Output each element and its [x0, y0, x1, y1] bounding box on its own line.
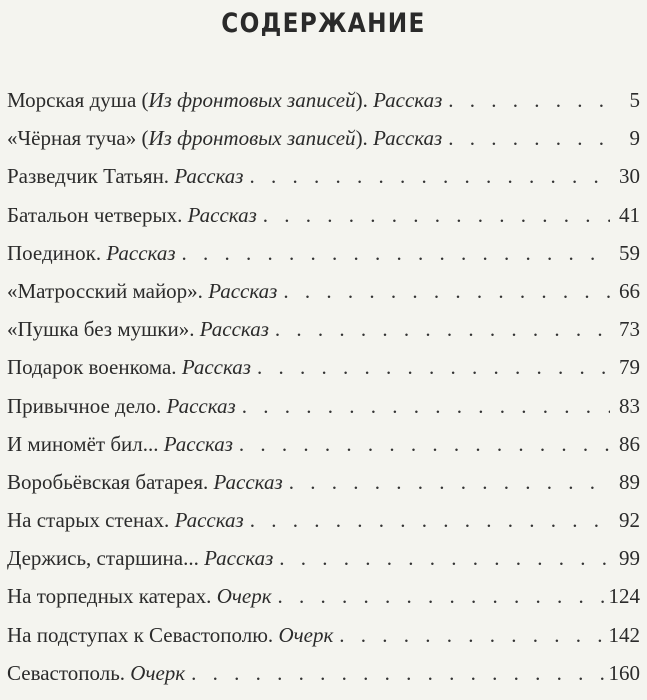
entry-title-text: Морская душа	[7, 88, 137, 112]
dot-leader	[283, 279, 610, 304]
dot-leader	[191, 661, 606, 686]
toc-entry-title	[7, 394, 236, 419]
page-number: 124	[608, 584, 640, 609]
entry-note: Из фронтовых записей	[148, 88, 356, 112]
dot-leader	[239, 432, 610, 457]
entry-title-text: На торпедных катерах.	[7, 584, 212, 609]
toc-entry	[7, 470, 640, 508]
toc-entry	[7, 394, 640, 432]
entry-title-text: Севастополь.	[7, 660, 126, 685]
entry-title-text: И миномёт бил...	[7, 431, 159, 456]
dot-leader	[289, 470, 610, 495]
toc-entry	[7, 546, 640, 584]
page-number: 66	[619, 278, 640, 303]
page-number: 5	[629, 88, 640, 112]
entry-title-text: «Матросский майор».	[7, 278, 203, 303]
entry-title-text: Привычное дело.	[7, 393, 162, 418]
page-number: 73	[619, 317, 640, 342]
entry-title-text: Воробьёвская батарея.	[7, 469, 209, 494]
toc-entry	[7, 203, 640, 241]
page-title: СОДЕРЖАНИЕ	[221, 8, 426, 39]
entry-genre: Рассказ	[163, 431, 233, 456]
page-number: 142	[608, 622, 640, 647]
entry-title-text: Подарок военкома.	[7, 355, 177, 380]
page-number: 160	[608, 660, 640, 685]
dot-leader	[257, 355, 610, 380]
dot-leader	[250, 508, 610, 533]
entry-title-text: На подступах к Севастополю.	[7, 622, 274, 647]
dot-leader	[275, 317, 610, 342]
page-number: 79	[619, 355, 640, 380]
page-number: 89	[619, 469, 640, 494]
toc-entry-title	[7, 623, 333, 648]
table-of-contents	[7, 88, 640, 699]
entry-genre: Рассказ	[187, 202, 257, 227]
entry-genre: Рассказ	[174, 164, 244, 189]
page-number: 59	[619, 240, 640, 265]
entry-title-text: На старых стенах.	[7, 508, 170, 533]
entry-title-text: Разведчик Татьян.	[7, 164, 170, 189]
toc-entry	[7, 508, 640, 546]
entry-genre: Рассказ	[106, 240, 176, 265]
page-number: 9	[629, 126, 640, 151]
toc-entry-title: «Чёрная туча» (Из фронтовых записей). Рассказ	[7, 126, 443, 151]
toc-entry	[7, 661, 640, 699]
toc-entry	[7, 164, 640, 202]
dot-leader	[278, 584, 607, 609]
entry-genre: Рассказ	[373, 88, 443, 112]
entry-genre: Очерк	[130, 660, 186, 685]
dot-leader	[263, 203, 610, 228]
entry-genre: Рассказ	[213, 469, 283, 494]
toc-entry-title	[7, 508, 244, 533]
entry-genre: Рассказ	[166, 393, 236, 418]
toc-entry-title	[7, 661, 185, 686]
entry-genre: Рассказ	[373, 126, 443, 151]
dot-leader	[448, 126, 610, 151]
toc-entry	[7, 126, 640, 164]
toc-entry	[7, 623, 640, 661]
entry-genre: Рассказ	[204, 546, 274, 571]
dot-leader	[242, 394, 610, 419]
page-number: 92	[619, 508, 640, 533]
dot-leader	[249, 164, 610, 189]
page-number: 83	[619, 393, 640, 418]
entry-genre: Рассказ	[174, 508, 244, 533]
page-number: 30	[619, 164, 640, 189]
entry-title-text: Батальон четверых.	[7, 202, 183, 227]
page-number: 86	[619, 431, 640, 456]
entry-genre: Очерк	[278, 622, 334, 647]
entry-title-text: Держись, старшина...	[7, 546, 199, 571]
entry-note: Из фронтовых записей	[148, 126, 356, 151]
toc-entry	[7, 432, 640, 470]
toc-entry	[7, 88, 640, 126]
toc-entry-title	[7, 203, 257, 228]
entry-genre: Рассказ	[199, 317, 269, 342]
toc-entry	[7, 279, 640, 317]
toc-entry-title	[7, 355, 251, 380]
toc-entry	[7, 317, 640, 355]
toc-entry-title: Морская душа (Из фронтовых записей). Рассказ	[7, 88, 443, 112]
toc-entry	[7, 584, 640, 622]
dot-leader	[279, 546, 610, 571]
toc-entry	[7, 241, 640, 279]
toc-entry-title	[7, 584, 272, 609]
toc-entry-title	[7, 279, 277, 304]
toc-entry-title	[7, 317, 269, 342]
toc-entry-title	[7, 432, 233, 457]
entry-title-text: «Чёрная туча»	[7, 126, 137, 151]
entry-genre: Рассказ	[208, 278, 278, 303]
toc-entry-title	[7, 164, 243, 189]
toc-entry-title	[7, 241, 176, 266]
toc-entry	[7, 355, 640, 393]
dot-leader	[182, 241, 610, 266]
dot-leader	[448, 88, 610, 113]
dot-leader	[339, 623, 606, 648]
page-number: 99	[619, 546, 640, 571]
toc-entry-title	[7, 470, 283, 495]
entry-title-text: «Пушка без мушки».	[7, 317, 195, 342]
entry-genre: Рассказ	[181, 355, 251, 380]
entry-genre: Очерк	[216, 584, 272, 609]
page-number: 41	[619, 202, 640, 227]
toc-entry-title	[7, 546, 273, 571]
entry-title-text: Поединок.	[7, 240, 102, 265]
